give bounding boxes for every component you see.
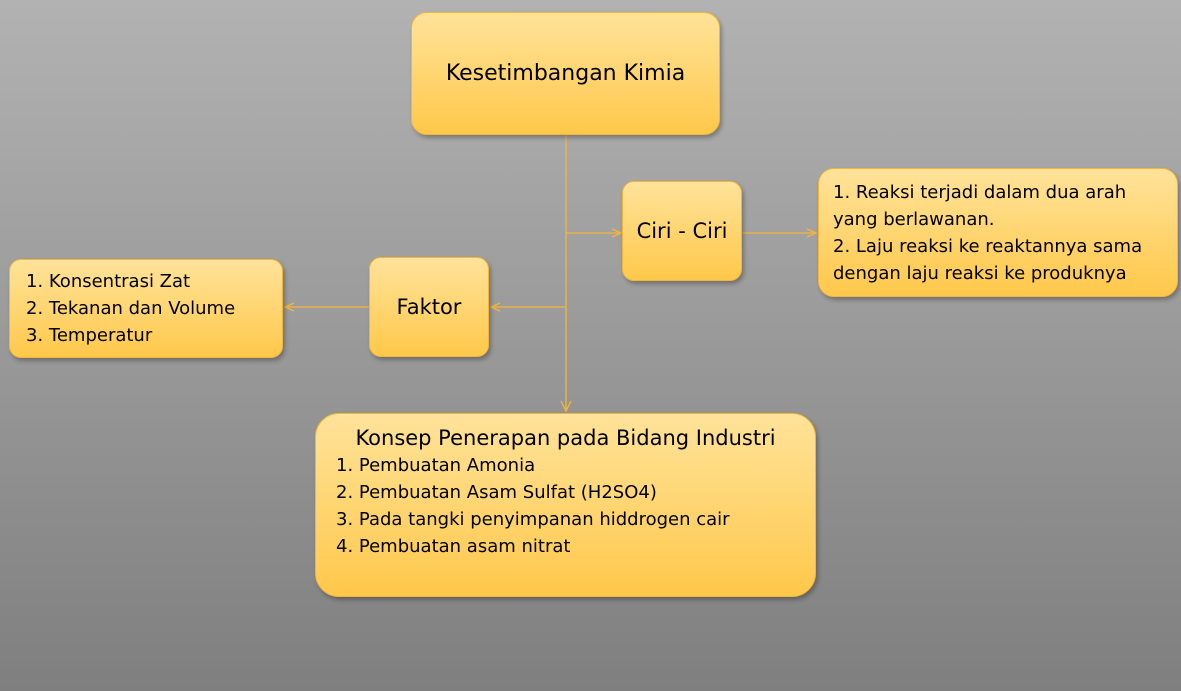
konsep-item: 3. Pada tangki penyimpanan hiddrogen cair bbox=[336, 509, 730, 530]
konsep-item: 1. Pembuatan Amonia bbox=[336, 455, 536, 476]
konsep-title: Konsep Penerapan pada Bidang Industri bbox=[355, 426, 776, 450]
faktor-box bbox=[369, 257, 489, 357]
main-topic-box bbox=[411, 12, 720, 135]
ciri-label: Ciri - Ciri bbox=[636, 219, 728, 243]
konsep-box bbox=[315, 413, 816, 597]
faktor-detail-box bbox=[9, 259, 283, 358]
ciri-detail-line: 2. Laju reaksi ke reaktannya sama bbox=[833, 236, 1143, 257]
main-topic-label: Kesetimbangan Kimia bbox=[445, 61, 686, 86]
faktor-detail-line: 3. Temperatur bbox=[26, 325, 153, 346]
ciri-detail-box bbox=[818, 168, 1178, 297]
ciri-detail-line: yang berlawanan. bbox=[833, 209, 995, 230]
ciri-detail-line: 1. Reaksi terjadi dalam dua arah bbox=[833, 182, 1127, 203]
ciri-box bbox=[622, 181, 742, 281]
faktor-detail-line: 2. Tekanan dan Volume bbox=[26, 298, 236, 319]
konsep-list bbox=[316, 452, 815, 560]
faktor-detail-line: 1. Konsentrasi Zat bbox=[26, 271, 191, 292]
faktor-label: Faktor bbox=[396, 295, 462, 319]
ciri-detail-line: dengan laju reaksi ke produknya bbox=[833, 263, 1127, 284]
konsep-item: 4. Pembuatan asam nitrat bbox=[336, 536, 571, 557]
konsep-item: 2. Pembuatan Asam Sulfat (H2SO4) bbox=[336, 482, 657, 503]
